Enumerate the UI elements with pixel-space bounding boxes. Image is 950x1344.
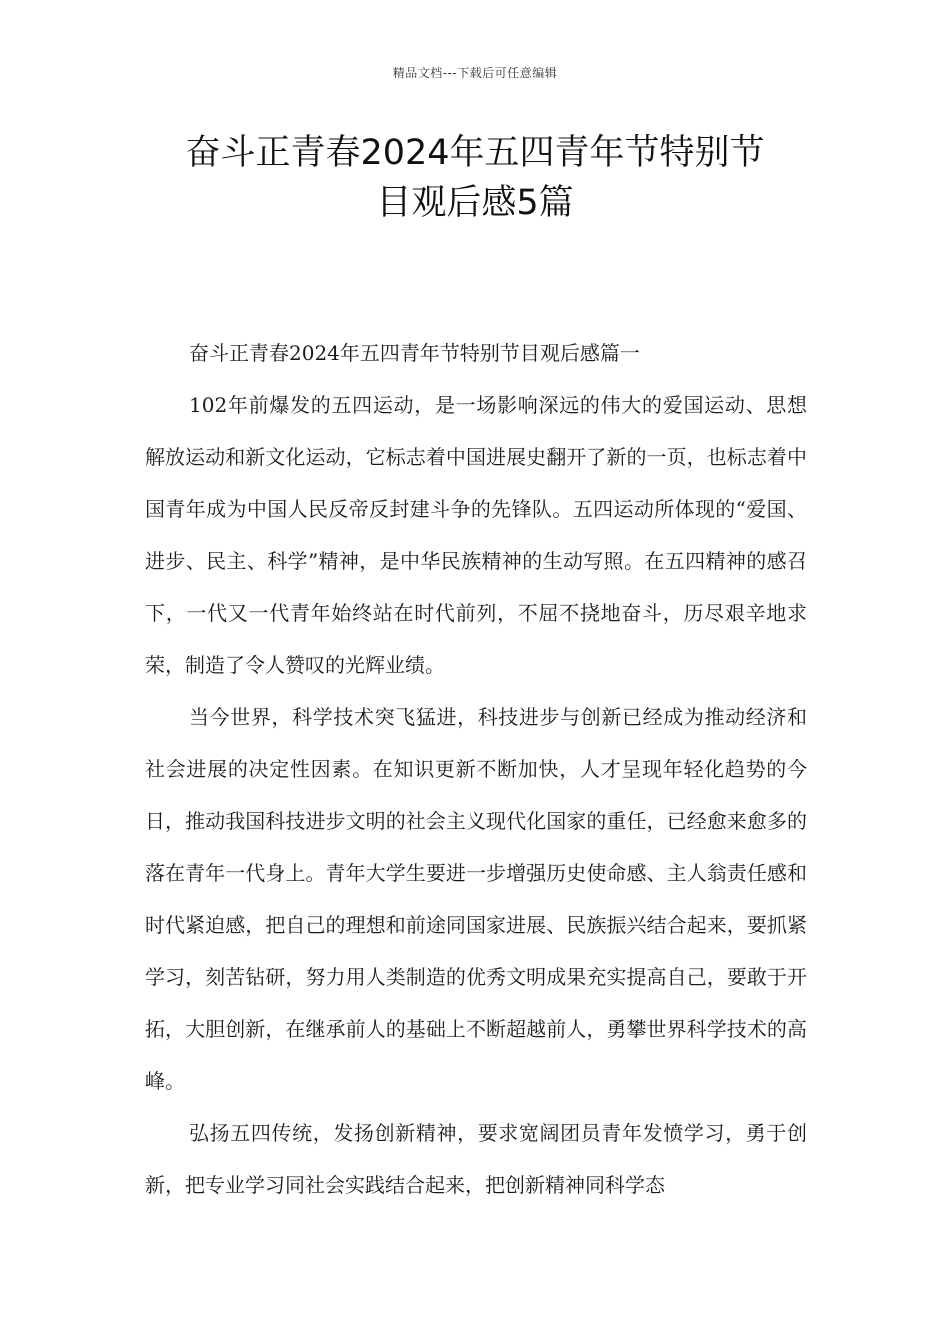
paragraph: 弘扬五四传统，发扬创新精神，要求宽阔团员青年发愤学习，勇于创新，把专业学习同社会实践结合起来，把创新精神同科学态 <box>145 1121 807 1197</box>
section-heading: 奋斗正青春2024年五四青年节特别节目观后感篇一 <box>189 341 640 365</box>
title-line-1: 奋斗正青春2024年五四青年节特别节 <box>185 133 765 173</box>
document-title <box>120 128 830 228</box>
title-line-2: 目观后感5篇 <box>376 183 574 223</box>
header-note: 精品文档---下载后可任意编辑 <box>392 66 558 80</box>
document-body <box>145 327 807 1211</box>
paragraph: 102年前爆发的五四运动，是一场影响深远的伟大的爱国运动、思想解放运动和新文化运动，它标志着中国进展史翻开了新的一页，也标志着中国青年成为中国人民反帝反封建斗争的先锋队。五四运动所体现的“爱国、进步、民主、科学”精神，是中华民族精神的生动写照。在五四精神的感召下，一代又一代青年始终站在时代前列，不屈不挠地奋斗，历尽艰辛地求荣，制造了令人赞叹的光辉业绩。 <box>145 393 807 677</box>
paragraph: 当今世界，科学技术突飞猛进，科技进步与创新已经成为推动经济和社会进展的决定性因素。在知识更新不断加快，人才呈现年轻化趋势的今日，推动我国科技进步文明的社会主义现代化国家的重任，已经愈来愈多的落在青年一代身上。青年大学生要进一步增强历史使命感、主人翁责任感和时代紧迫感，把自己的理想和前途同国家进展、民族振兴结合起来，要抓紧学习，刻苦钻研，努力用人类制造的优秀文明成果充实提高自己，要敢于开拓，大胆创新，在继承前人的基础上不断超越前人，勇攀世界科学技术的高峰。 <box>145 705 807 1093</box>
